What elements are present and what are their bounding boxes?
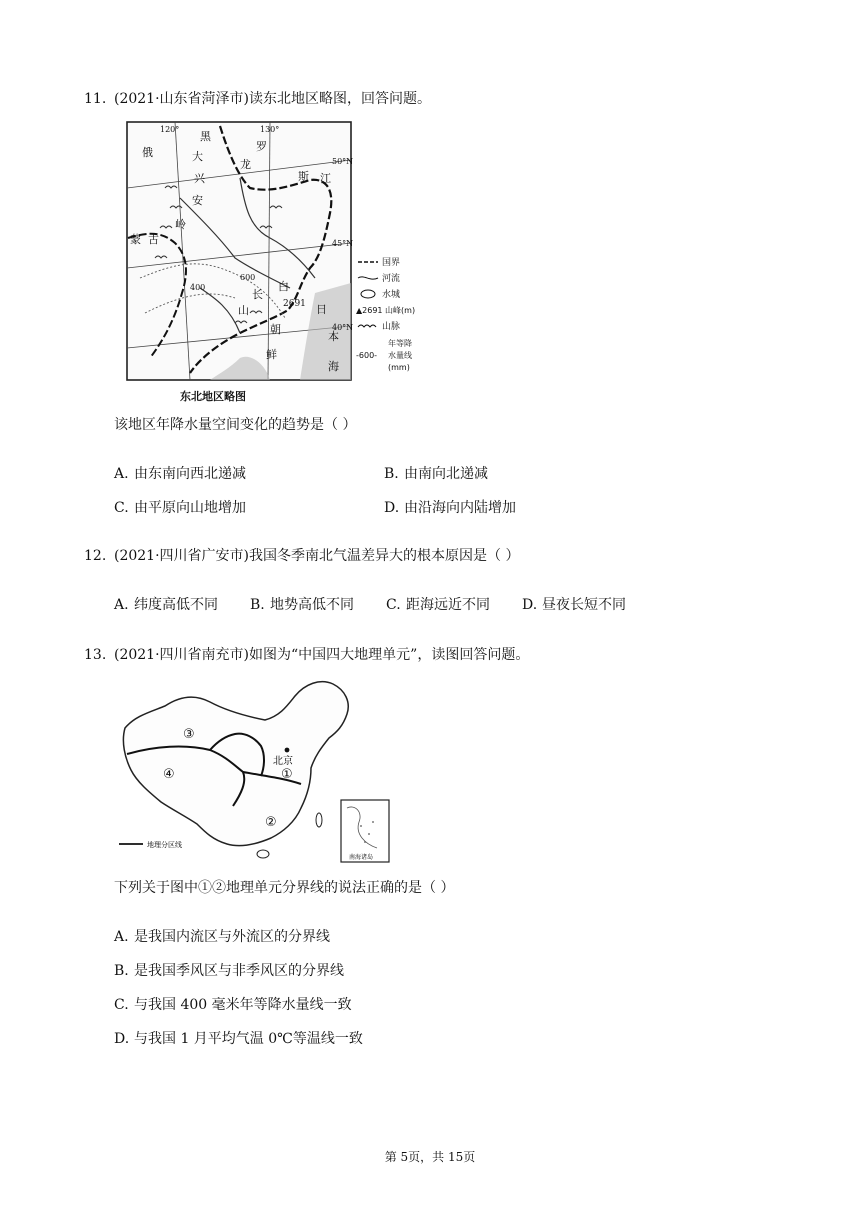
- option-a[interactable]: [114, 927, 330, 947]
- map-legend: [356, 257, 415, 372]
- option-c[interactable]: [386, 595, 490, 615]
- option-text: 由东南向西北递减: [134, 466, 246, 482]
- legend-isoline-unit: (mm): [388, 363, 410, 372]
- lat-45: 45°N: [332, 239, 354, 248]
- map-label: 江: [320, 172, 331, 185]
- map-label: 白: [278, 280, 289, 293]
- legend-peak: ▲2691 山峰(m): [356, 306, 416, 315]
- map-label: 岭: [175, 218, 186, 231]
- option-letter: C.: [386, 597, 401, 613]
- option-c[interactable]: [114, 995, 352, 1015]
- region-2-label: ②: [265, 815, 277, 830]
- region-3-label: ③: [183, 727, 195, 742]
- legend-water: 水城: [382, 290, 401, 300]
- map-label: 安: [192, 194, 203, 207]
- legend-isoline-label-1: 年等降: [388, 339, 412, 348]
- option-letter: B.: [250, 597, 265, 613]
- legend-river: 河流: [382, 274, 401, 284]
- option-letter: B.: [114, 963, 129, 979]
- map-label: 本: [328, 330, 339, 343]
- option-a[interactable]: [114, 464, 246, 484]
- option-text: 是我国季风区与非季风区的分界线: [134, 963, 344, 979]
- legend-mountain: 山脉: [382, 322, 401, 332]
- legend-isoline-value: -600-: [356, 351, 378, 360]
- option-b[interactable]: [250, 595, 354, 615]
- question-number: 13.: [84, 647, 107, 663]
- map-label: 长: [252, 288, 263, 301]
- map-label: 日: [316, 303, 327, 316]
- option-d[interactable]: [384, 498, 516, 518]
- map-label: 龙: [240, 158, 251, 171]
- option-letter: A.: [114, 929, 129, 945]
- legend-isoline-label-2: 水量线: [388, 351, 412, 360]
- map-label: 朝: [270, 323, 281, 336]
- option-letter: D.: [114, 1031, 130, 1047]
- lat-50: 50°N: [332, 157, 354, 166]
- map-label: 罗: [256, 140, 267, 153]
- option-d[interactable]: [522, 595, 626, 615]
- northeast-china-map: [120, 118, 420, 408]
- lat-40: 40°N: [332, 323, 354, 332]
- page-footer: 第 5页，共 15页: [384, 1150, 476, 1164]
- option-text: 由沿海向内陆增加: [404, 500, 516, 516]
- lon-120: 120°: [160, 125, 180, 134]
- option-c[interactable]: [114, 498, 246, 518]
- question-13-title: [84, 645, 529, 665]
- option-text: 与我国 400 毫米年等降水量线一致: [134, 997, 352, 1013]
- option-letter: A.: [114, 466, 129, 482]
- option-d[interactable]: [114, 1029, 363, 1049]
- question-text: (2021·山东省菏泽市)读东北地区略图，回答问题。: [114, 91, 432, 107]
- question-12-title: [84, 546, 519, 566]
- map-label: 斯: [298, 170, 309, 183]
- option-letter: D.: [384, 500, 400, 516]
- option-text: 由南向北递减: [404, 466, 488, 482]
- beijing-label: 北京: [273, 756, 293, 767]
- map-label: 海: [328, 360, 339, 373]
- peak-label: 2691: [283, 299, 306, 309]
- isoline-600-label: 600: [240, 273, 256, 282]
- option-text: 与我国 1 月平均气温 0℃等温线一致: [134, 1031, 363, 1047]
- question-13-stem: 下列关于图中①②地理单元分界线的说法正确的是（ ）: [114, 880, 455, 896]
- map-caption: 东北地区略图: [180, 390, 246, 403]
- map-label: 鲜: [266, 348, 277, 361]
- question-text: (2021·四川省广安市)我国冬季南北气温差异大的根本原因是（ ）: [114, 548, 520, 564]
- option-letter: D.: [522, 597, 538, 613]
- option-text: 是我国内流区与外流区的分界线: [134, 929, 330, 945]
- china-geographic-units-map: [115, 676, 395, 866]
- option-text: 昼夜长短不同: [542, 597, 626, 613]
- option-letter: B.: [384, 466, 399, 482]
- option-text: 纬度高低不同: [134, 597, 218, 613]
- map-label: 俄: [142, 146, 153, 159]
- map-label: 蒙: [130, 233, 141, 246]
- option-b[interactable]: [384, 464, 488, 484]
- option-text: 由平原向山地增加: [134, 500, 246, 516]
- map-legend: 地理分区线: [147, 841, 182, 849]
- option-letter: C.: [114, 500, 129, 516]
- option-text: 地势高低不同: [270, 597, 354, 613]
- map-label: 古: [148, 233, 159, 246]
- legend-border: 国界: [382, 258, 401, 268]
- option-letter: C.: [114, 997, 129, 1013]
- inset-label: 南海诸岛: [349, 854, 374, 861]
- question-text: (2021·四川省南充市)如图为“中国四大地理单元”，读图回答问题。: [114, 647, 530, 663]
- option-b[interactable]: [114, 961, 344, 981]
- lon-130: 130°: [260, 125, 280, 134]
- region-4-label: ④: [163, 767, 175, 782]
- question-11-title: [84, 89, 431, 109]
- option-letter: A.: [114, 597, 129, 613]
- option-text: 距海远近不同: [406, 597, 490, 613]
- question-number: 12.: [84, 548, 107, 564]
- map-label: 大: [192, 150, 203, 163]
- map-label: 山: [238, 304, 249, 317]
- option-a[interactable]: [114, 595, 218, 615]
- isoline-400-label: 400: [190, 283, 206, 292]
- map-label: 黑: [200, 130, 211, 143]
- question-number: 11.: [84, 91, 107, 107]
- map-label: 兴: [194, 172, 205, 185]
- region-1-label: ①: [281, 767, 293, 782]
- question-11-stem: 该地区年降水量空间变化的趋势是（ ）: [114, 417, 357, 433]
